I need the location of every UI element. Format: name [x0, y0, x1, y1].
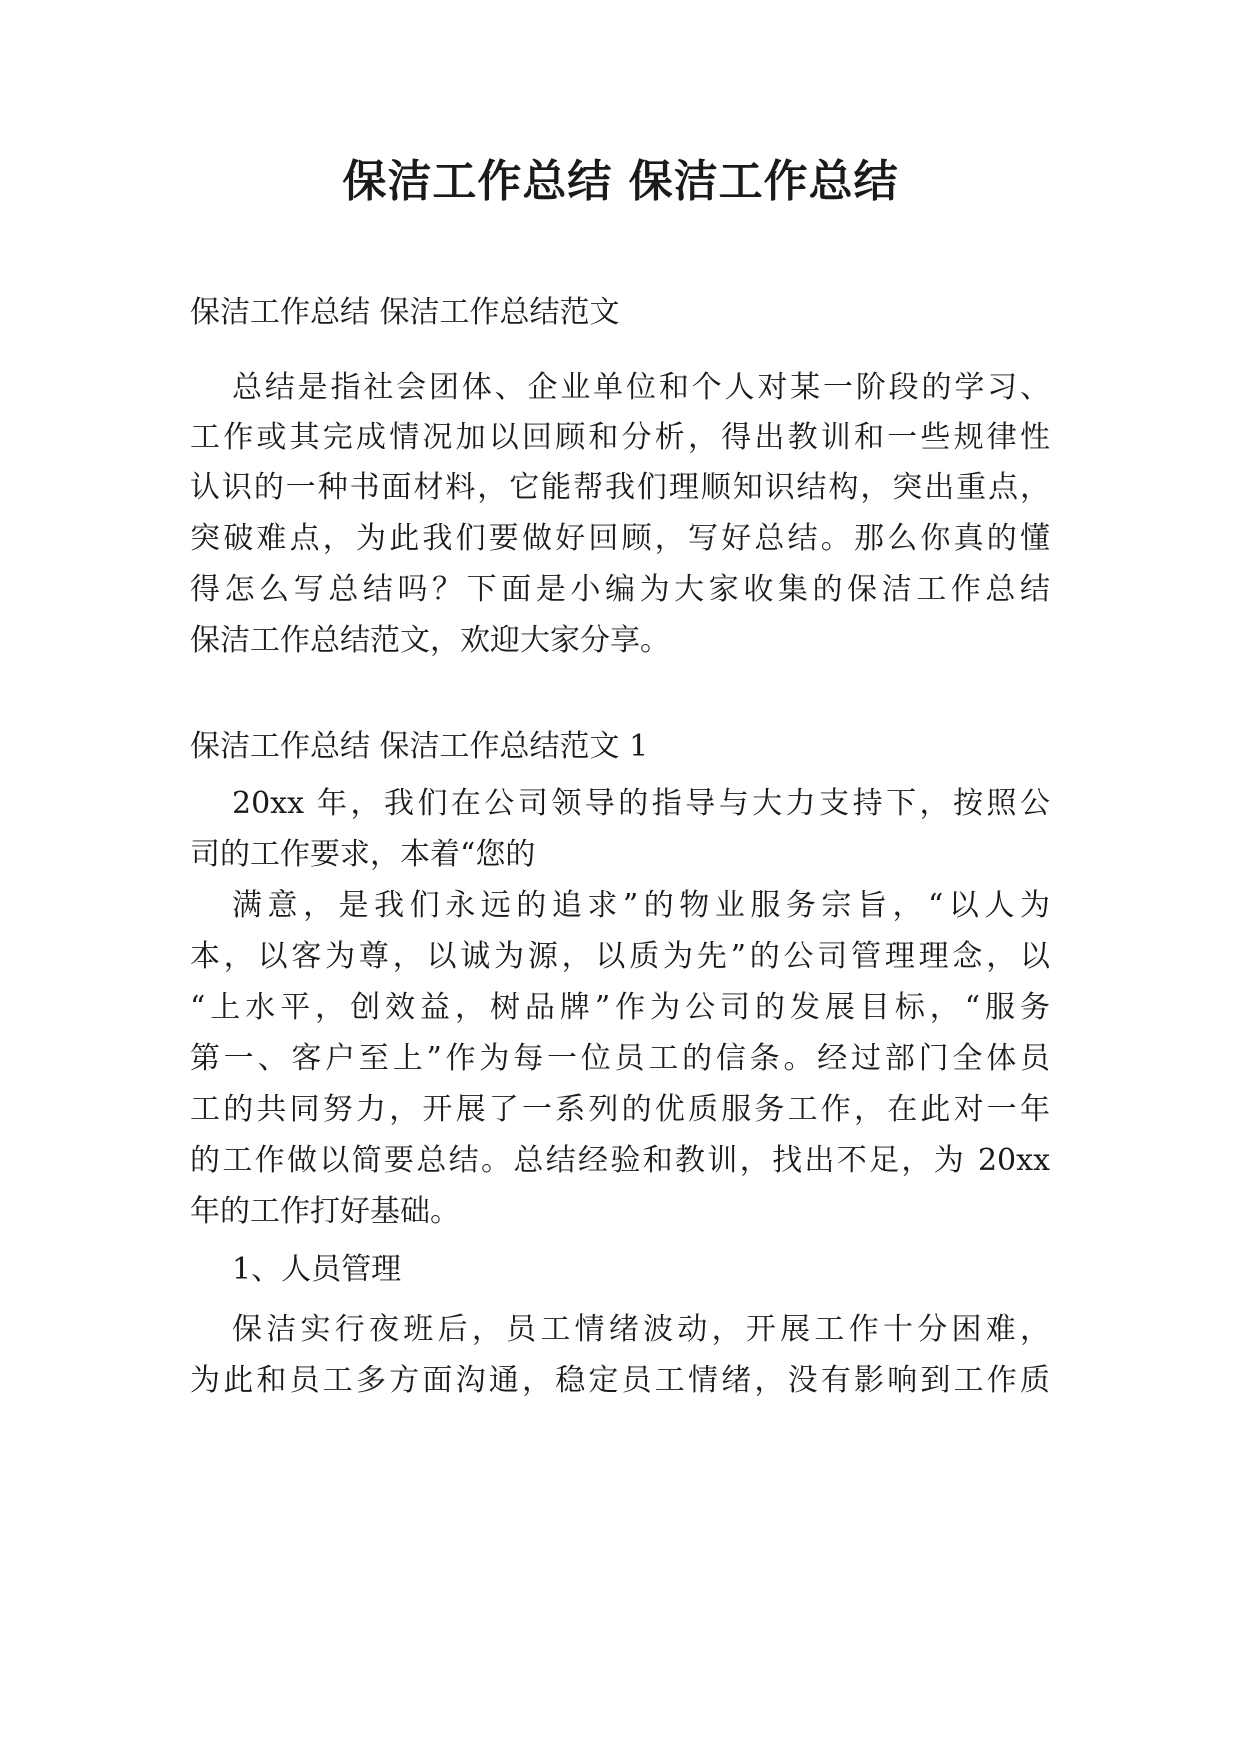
body-line: 满意，是我们永远的追求”的物业服务宗旨，“以人为	[232, 888, 1050, 923]
body-line: “上水平，创效益，树品牌”作为公司的发展目标，“服务	[190, 990, 1050, 1025]
section-title: 保洁工作总结 保洁工作总结范文 1	[190, 729, 649, 764]
body-line: 司的工作要求，本着“您的	[190, 837, 536, 872]
body-line: 本，以客为尊，以诚为源，以质为先”的公司管理理念，以	[190, 939, 1050, 974]
intro-line: 突破难点，为此我们要做好回顾，写好总结。那么你真的懂	[190, 521, 1050, 556]
item-line: 为此和员工多方面沟通，稳定员工情绪，没有影响到工作质	[190, 1363, 1050, 1398]
body-line: 20xx 年，我们在公司领导的指导与大力支持下，按照公	[232, 786, 1050, 821]
item-heading: 1、人员管理	[232, 1252, 402, 1287]
body-line: 年的工作打好基础。	[190, 1194, 460, 1229]
intro-line: 认识的一种书面材料，它能帮我们理顺知识结构，突出重点，	[190, 470, 1050, 505]
intro-line: 工作或其完成情况加以回顾和分析，得出教训和一些规律性	[190, 420, 1050, 455]
intro-line: 得怎么写总结吗？下面是小编为大家收集的保洁工作总结	[190, 572, 1050, 607]
document-subtitle: 保洁工作总结 保洁工作总结范文	[190, 295, 620, 330]
intro-line: 保洁工作总结范文，欢迎大家分享。	[190, 623, 670, 658]
intro-line: 总结是指社会团体、企业单位和个人对某一阶段的学习、	[232, 370, 1050, 405]
body-line: 工的共同努力，开展了一系列的优质服务工作，在此对一年	[190, 1092, 1050, 1127]
body-line: 第一、客户至上”作为每一位员工的信条。经过部门全体员	[190, 1041, 1050, 1076]
body-line: 的工作做以简要总结。总结经验和教训，找出不足，为 20xx	[190, 1143, 1050, 1178]
document-title: 保洁工作总结 保洁工作总结	[342, 156, 899, 207]
item-line: 保洁实行夜班后，员工情绪波动，开展工作十分困难，	[232, 1312, 1050, 1347]
